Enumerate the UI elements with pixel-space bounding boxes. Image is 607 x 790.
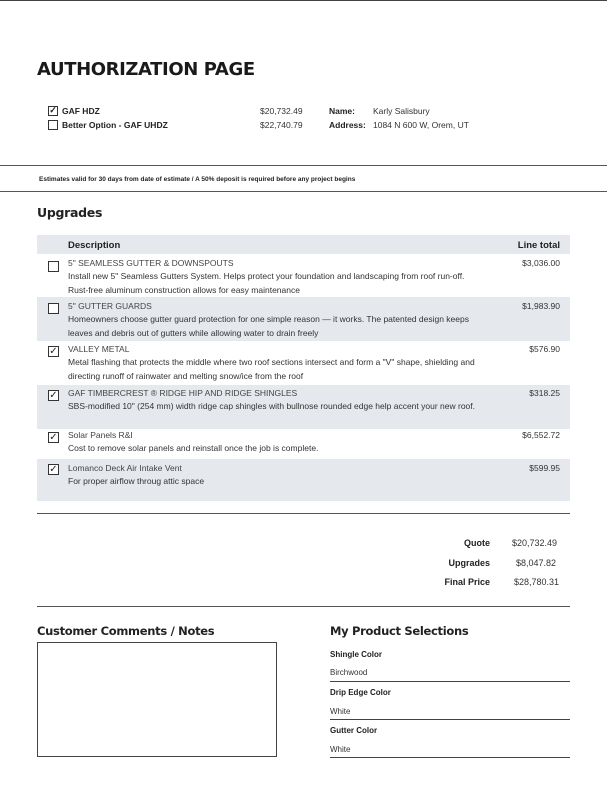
final-price-label: Final Price	[444, 577, 490, 587]
customer-address: 1084 N 600 W, Orem, UT	[373, 120, 469, 130]
quote-value: $20,732.49	[512, 538, 558, 548]
upgrade-checkbox-valley-metal[interactable]: ✓	[49, 345, 58, 357]
upgrade-name: GAF TIMBERCREST ® RIDGE HIP AND RIDGE SHINGLES	[68, 388, 298, 398]
upgrade-checkbox-intake-vent[interactable]: ✓	[49, 463, 58, 475]
upgrade-desc: Homeowners choose gutter guard protection for one simple reason — it works. The patented design keeps leaves and debris out of gutters while allowing water to drain freely	[68, 314, 469, 338]
upgrades-value: $8,047.82	[516, 558, 557, 568]
divider-summary	[37, 513, 570, 514]
upgrades-label: Upgrades	[448, 558, 490, 568]
shingle-color-value: Birchwood	[330, 668, 368, 677]
option-gaf-hdz-label: GAF HDZ	[62, 105, 100, 116]
table-row	[37, 297, 570, 341]
top-border	[0, 0, 607, 1]
col-line-total: Line total	[517, 240, 560, 251]
upgrades-heading: Upgrades	[37, 205, 103, 220]
shingle-color-label: Shingle Color	[330, 650, 382, 659]
upgrade-checkbox-gutter[interactable]	[48, 261, 59, 272]
final-price-value: $28,780.31	[514, 577, 560, 587]
option-gaf-uhdz-checkbox[interactable]	[48, 120, 58, 130]
gutter-color-line	[330, 757, 570, 758]
table-row	[37, 385, 570, 429]
table-row	[37, 429, 570, 459]
col-description: Description	[68, 240, 121, 251]
divider-bottom	[37, 606, 570, 607]
divider-top	[0, 165, 607, 166]
upgrade-desc: For proper airflow throug attic space	[68, 476, 205, 486]
comments-textarea[interactable]	[37, 642, 277, 757]
option-gaf-uhdz[interactable]	[48, 118, 168, 131]
upgrade-checkbox-gutter-guards[interactable]	[48, 303, 59, 314]
upgrade-desc: Install new 5" Seamless Gutters System. Helps protect your foundation and landscaping from roof run-off. Rust-free aluminum construction allows for easy maintenance	[68, 271, 465, 295]
upgrade-name: 5" GUTTER GUARDS	[68, 301, 152, 311]
option-gaf-hdz[interactable]	[48, 104, 100, 117]
upgrade-total: $1,983.90	[522, 301, 560, 311]
upgrade-name: 5" SEAMLESS GUTTER & DOWNSPOUTS	[68, 258, 234, 268]
upgrade-total: $599.95	[529, 463, 560, 473]
option-gaf-uhdz-price: $22,740.79	[260, 120, 303, 130]
divider-note	[0, 191, 607, 192]
upgrade-name: Lomanco Deck Air Intake Vent	[68, 463, 182, 473]
upgrade-checkbox-ridge-shingles[interactable]: ✓	[49, 389, 58, 401]
shingle-color-line	[330, 681, 570, 682]
option-gaf-hdz-price: $20,732.49	[260, 106, 303, 116]
drip-edge-color-line	[330, 719, 570, 720]
upgrade-name: Solar Panels R&I	[68, 430, 133, 440]
upgrade-checkbox-solar-panels[interactable]: ✓	[49, 431, 58, 443]
gutter-color-value: White	[330, 745, 351, 754]
upgrade-total: $318.25	[529, 388, 560, 398]
estimate-note: Estimates valid for 30 days from date of estimate / A 50% deposit is required before any project begins	[39, 176, 356, 183]
customer-name: Karly Salisbury	[373, 106, 430, 116]
table-footer	[37, 489, 570, 501]
gutter-color-label: Gutter Color	[330, 726, 378, 735]
quote-label: Quote	[464, 538, 490, 548]
selections-heading: My Product Selections	[330, 624, 469, 638]
table-header	[37, 235, 570, 254]
upgrade-total: $576.90	[529, 344, 560, 354]
page-title: AUTHORIZATION PAGE	[37, 59, 255, 80]
upgrade-total: $3,036.00	[522, 258, 560, 268]
drip-edge-color-label: Drip Edge Color	[330, 688, 391, 697]
upgrades-table	[37, 235, 570, 501]
table-row	[37, 459, 570, 489]
table-row	[37, 254, 570, 297]
upgrade-total: $6,552.72	[522, 430, 560, 440]
option-gaf-uhdz-label: Better Option - GAF UHDZ	[62, 119, 168, 130]
upgrade-name: VALLEY METAL	[68, 344, 130, 354]
comments-heading: Customer Comments / Notes	[37, 624, 215, 638]
table-row	[37, 341, 570, 385]
option-gaf-hdz-checkbox[interactable]: ✓	[49, 105, 57, 115]
drip-edge-color-value: White	[330, 707, 351, 716]
name-label: Name:	[329, 106, 355, 116]
address-label: Address:	[329, 120, 366, 130]
upgrade-desc: Cost to remove solar panels and reinstall once the job is complete.	[68, 443, 319, 453]
upgrade-desc: SBS-modified 10" (254 mm) width ridge cap shingles with bullnose rounded edge help accent your new roof.	[68, 401, 475, 411]
upgrade-desc: Metal flashing that protects the middle where two roof sections intersect and form a "V" shape, shielding and directing runoff of rainwater and melting snow/ice from the roof	[68, 357, 475, 381]
